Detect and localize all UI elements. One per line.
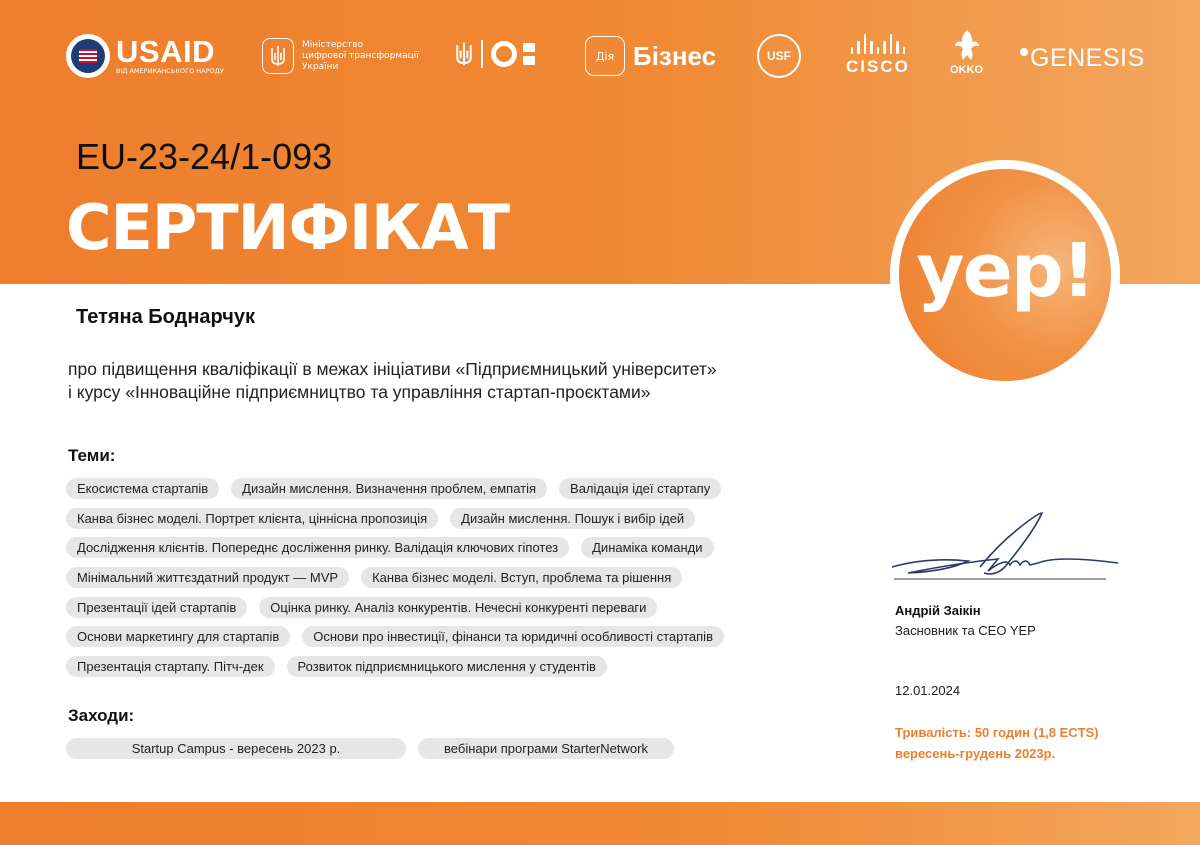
duration-line-1: Тривалість: 50 годин (1,8 ECTS) (895, 725, 1099, 740)
certificate-title: СЕРТИФІКАТ (66, 191, 509, 264)
description-line-2: і курсу «Інноваційне підприємництво та управління стартап-проєктами» (68, 382, 651, 402)
signer-role: Засновник та CEO YEP (895, 623, 1036, 638)
topic-chip: Оцінка ринку. Аналіз конкурентів. Нечесні конкуренті переваги (259, 597, 657, 618)
diia-business-logo (585, 36, 716, 76)
ring-icon (491, 41, 517, 67)
cisco-name: CISCO (846, 57, 910, 76)
usaid-subtitle: ВІД АМЕРИКАНСЬКОГО НАРОДУ (116, 67, 224, 75)
certificate-number: EU-23-24/1-093 (76, 136, 333, 177)
usaid-name: USAID (116, 34, 215, 69)
topic-row (66, 508, 826, 529)
okko-name: OKKO (950, 64, 983, 76)
topic-chip: Дизайн мислення. Визначення проблем, емпатія (231, 478, 547, 499)
cisco-bars-icon (851, 34, 906, 54)
genesis-dot-icon (1020, 48, 1028, 56)
certificate-description (68, 358, 717, 404)
topic-chip: Презентація стартапу. Пітч-дек (66, 656, 275, 677)
trident-icon (262, 38, 294, 74)
genesis-name: GENESIS (1030, 44, 1145, 72)
topics-title: Теми: (68, 446, 116, 465)
topic-chip: Валідація ідеї стартапу (559, 478, 721, 499)
topic-chip: Мінімальний життєздатний продукт — MVP (66, 567, 349, 588)
events-title: Заходи: (68, 706, 135, 725)
recipient-name: Тетяна Боднарчук (76, 306, 255, 328)
topic-row (66, 626, 826, 647)
yep-badge (890, 160, 1120, 390)
gov-logo (455, 40, 535, 68)
events-list (66, 738, 674, 759)
topic-chip: Екосистема стартапів (66, 478, 219, 499)
event-chip: вебінари програми StarterNetwork (418, 738, 674, 759)
genesis-logo (1020, 44, 1145, 73)
topic-chip: Основи про інвестиції, фінанси та юридичні особливості стартапів (302, 626, 724, 647)
ministry-logo (262, 38, 419, 74)
duration-line-2: вересень-грудень 2023р. (895, 746, 1056, 761)
topic-chip: Дослідження клієнтів. Попереднє досліження ринку. Валідація ключових гіпотез (66, 537, 569, 558)
topic-chip: Канва бізнес моделі. Портрет клієнта, ціннісна пропозиція (66, 508, 438, 529)
topic-row (66, 597, 826, 618)
topics-list (66, 478, 826, 686)
description-line-1: про підвищення кваліфікації в межах ініціативи «Підприємницький університет» (68, 359, 717, 379)
topic-row (66, 567, 826, 588)
blocks-icon (523, 43, 535, 65)
partner-logos (0, 0, 1200, 110)
usf-mark: USF (757, 34, 801, 78)
topic-row (66, 537, 826, 558)
signer-name: Андрій Заікін (895, 603, 981, 618)
logo-divider (481, 40, 483, 68)
diia-badge: Дія (585, 36, 625, 76)
okko-logo (950, 28, 983, 76)
issue-date: 12.01.2024 (895, 683, 961, 698)
cisco-logo (846, 34, 910, 77)
event-chip: Startup Campus - вересень 2023 р. (66, 738, 406, 759)
topic-chip: Дизайн мислення. Пошук і вибір ідей (450, 508, 695, 529)
ministry-line-2: цифрової трансформації (302, 50, 419, 61)
ministry-line-1: Міністерство (302, 39, 364, 50)
topic-chip: Основи маркетингу для стартапів (66, 626, 290, 647)
usf-logo (757, 34, 801, 78)
signature-icon (888, 505, 1128, 595)
yep-logo-text: yep! (916, 228, 1094, 314)
course-duration (895, 722, 1099, 764)
topic-chip: Канва бізнес моделі. Вступ, проблема та рішення (361, 567, 682, 588)
topic-chip: Динаміка команди (581, 537, 713, 558)
topic-chip: Розвиток підприємницького мислення у студентів (287, 656, 607, 677)
usaid-logo (66, 34, 224, 78)
trident-icon (455, 41, 473, 67)
footer-band (0, 802, 1200, 845)
topic-row (66, 478, 826, 499)
griffin-icon (952, 28, 982, 62)
diia-business-name: Бізнес (633, 40, 717, 71)
ministry-line-3: України (302, 61, 339, 72)
topic-chip: Презентації ідей стартапів (66, 597, 247, 618)
topic-row (66, 656, 826, 677)
usaid-seal-icon (66, 34, 110, 78)
